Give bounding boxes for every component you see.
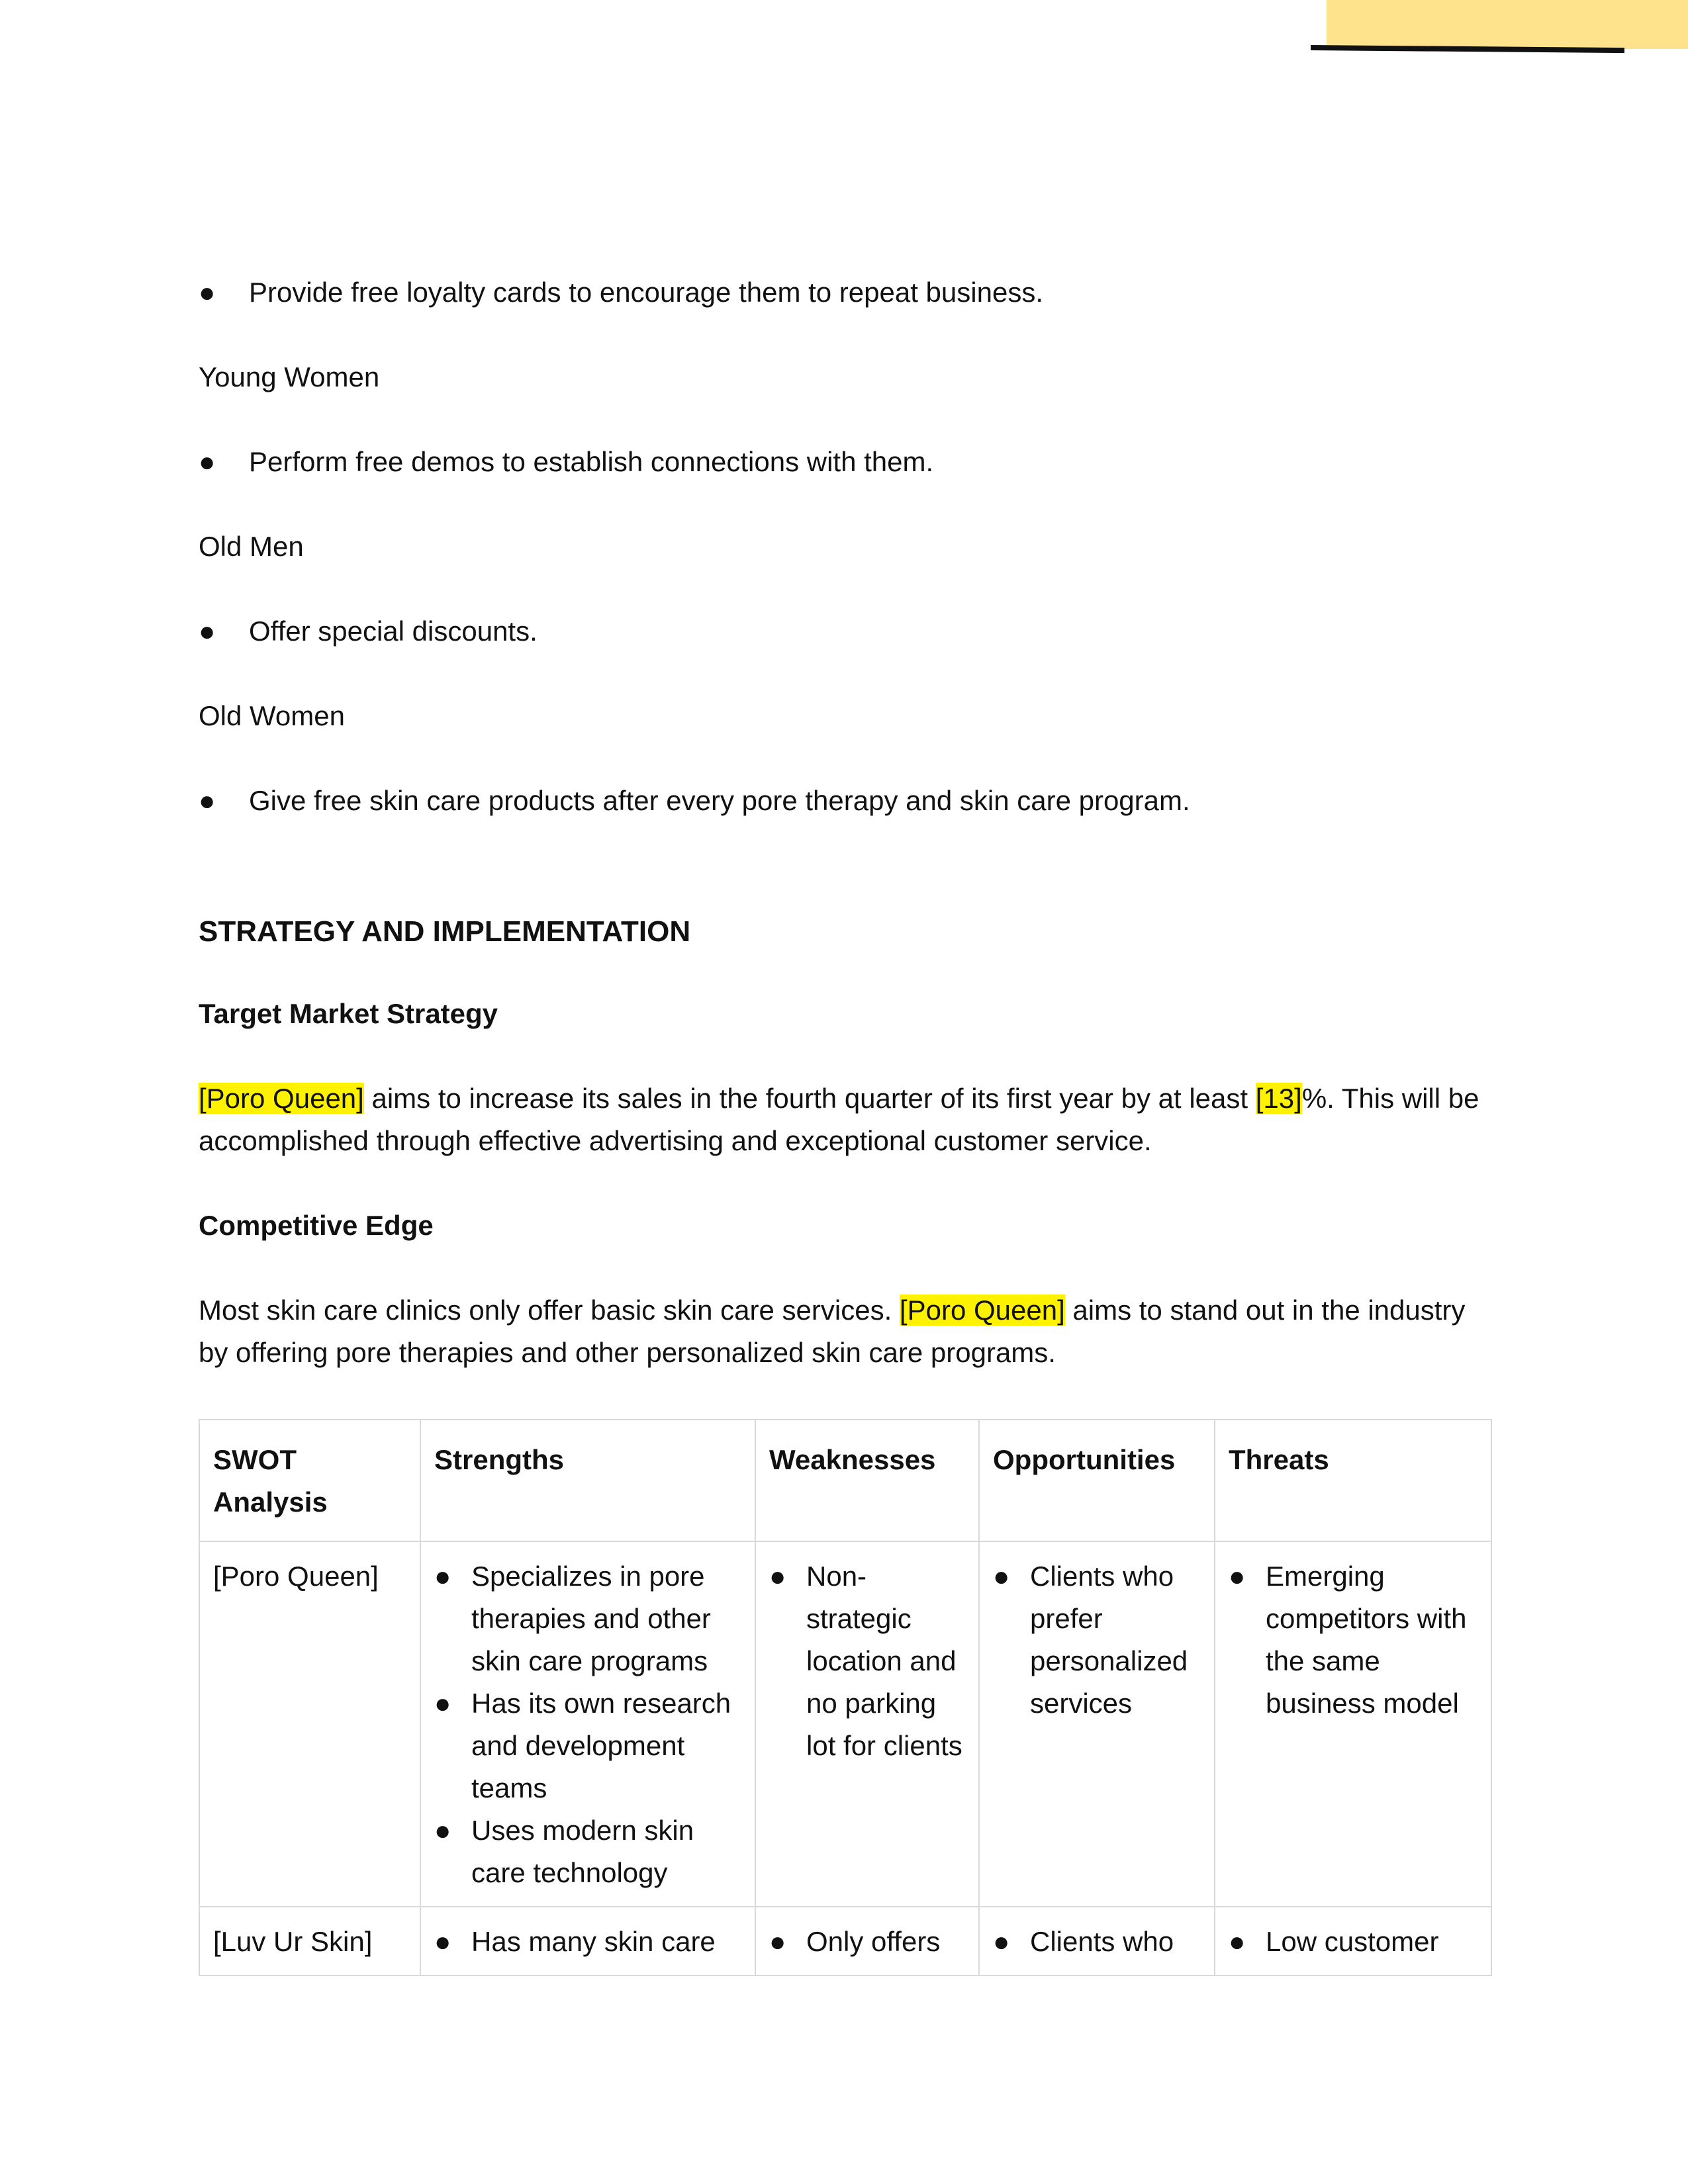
list-item (199, 780, 1491, 822)
bullet-icon: ● (199, 615, 216, 647)
bullet-icon: ● (434, 1926, 451, 1957)
swot-table (199, 1419, 1492, 1976)
bullet-icon: ● (1229, 1926, 1246, 1957)
bullet-icon: ● (769, 1926, 786, 1957)
bullet-icon: ● (199, 785, 216, 816)
opportunities-cell (979, 1907, 1215, 1976)
bullet-icon: ● (1229, 1561, 1246, 1592)
opportunities-cell (979, 1541, 1215, 1907)
table-row (199, 1907, 1491, 1976)
list-item (434, 1809, 741, 1894)
list-item-text: Give free skin care products after every pore therapy and skin care program. (249, 785, 1190, 816)
target-market-paragraph (199, 1077, 1491, 1162)
table-header-row (199, 1420, 1491, 1541)
column-header: Strengths (420, 1420, 755, 1541)
list-item-text: Clients who prefer personalized services (1030, 1561, 1188, 1719)
list-item-text: Non-strategic location and no parking lot for clients (806, 1561, 962, 1761)
list-item-text: Uses modern skin care technology (471, 1815, 694, 1888)
list-item-text: Has its own research and development teams (471, 1688, 731, 1803)
weaknesses-cell (755, 1541, 979, 1907)
strengths-cell (420, 1907, 755, 1976)
list-item-text: Clients who (1030, 1926, 1174, 1957)
list-item (769, 1921, 965, 1963)
list-item (1229, 1555, 1477, 1725)
section-title: STRATEGY AND IMPLEMENTATION (199, 915, 691, 948)
list-item-text: Specializes in pore therapies and other skin care programs (471, 1561, 711, 1676)
paragraph-text: aims to stand out in the industry by offering pore therapies and other personalized skin care programs. (199, 1295, 1466, 1368)
competitive-edge-heading: Competitive Edge (199, 1210, 434, 1241)
list-item (1229, 1921, 1477, 1963)
list-item-text: Emerging competitors with the same business model (1266, 1561, 1467, 1719)
company-name-highlight: [Poro Queen] (899, 1295, 1065, 1326)
table-row (199, 1541, 1491, 1907)
list-item (769, 1555, 965, 1767)
list-item-text: Only offers (806, 1926, 941, 1957)
segment-label: Old Men (199, 531, 304, 562)
bullet-icon: ● (769, 1561, 786, 1592)
paragraph-text: aims to increase its sales in the fourth quarter of its first year by at least (363, 1083, 1256, 1114)
bullet-icon: ● (199, 277, 216, 308)
bullet-icon: ● (993, 1926, 1010, 1957)
bullet-icon: ● (434, 1815, 451, 1846)
column-header: Threats (1215, 1420, 1491, 1541)
bullet-icon: ● (199, 446, 216, 477)
list-item (434, 1682, 741, 1809)
list-item (993, 1921, 1201, 1963)
column-header: Opportunities (979, 1420, 1215, 1541)
row-name-cell: [Luv Ur Skin] (199, 1907, 420, 1976)
bullet-icon: ● (434, 1688, 451, 1719)
segment-label: Young Women (199, 361, 380, 392)
strengths-cell (420, 1541, 755, 1907)
list-item (199, 271, 1491, 314)
list-item (434, 1555, 741, 1682)
percent-highlight: [13] (1255, 1083, 1302, 1114)
row-name-cell: [Poro Queen] (199, 1541, 420, 1907)
threats-cell (1215, 1907, 1491, 1976)
weaknesses-cell (755, 1907, 979, 1976)
list-item (199, 441, 1491, 483)
list-item-text: Perform free demos to establish connections with them. (249, 446, 934, 477)
list-item (434, 1921, 741, 1963)
column-header: Weaknesses (755, 1420, 979, 1541)
paragraph-text: %. This will be accomplished through effective advertising and exceptional customer service. (199, 1083, 1479, 1156)
target-market-heading: Target Market Strategy (199, 998, 498, 1029)
column-header: SWOT Analysis (199, 1420, 420, 1541)
list-item (993, 1555, 1201, 1725)
list-item-text: Provide free loyalty cards to encourage them to repeat business. (249, 277, 1043, 308)
company-name-highlight: [Poro Queen] (199, 1083, 364, 1114)
segment-label: Old Women (199, 700, 345, 731)
list-item (199, 610, 1491, 653)
corner-accent-tab (1327, 0, 1688, 49)
list-item-text: Has many skin care (471, 1926, 716, 1957)
list-item-text: Offer special discounts. (249, 615, 538, 647)
paragraph-text: Most skin care clinics only offer basic skin care services. (199, 1295, 900, 1326)
competitive-edge-paragraph (199, 1289, 1491, 1374)
threats-cell (1215, 1541, 1491, 1907)
bullet-icon: ● (434, 1561, 451, 1592)
bullet-icon: ● (993, 1561, 1010, 1592)
list-item-text: Low customer (1266, 1926, 1439, 1957)
document-body (199, 271, 1491, 1976)
